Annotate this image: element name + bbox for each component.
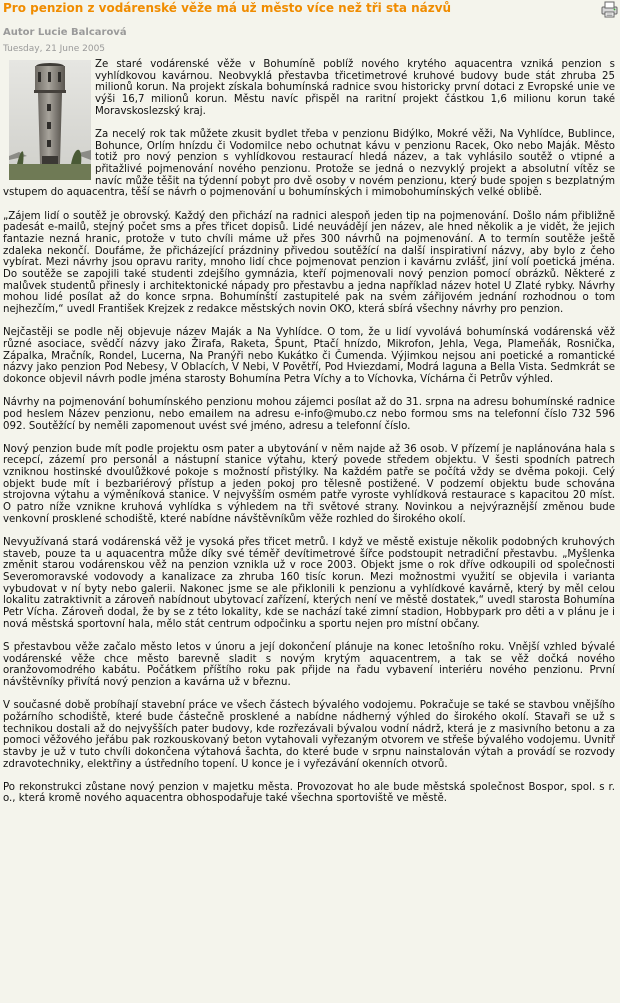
article-title: Pro penzion z vodárenské věže má už město více než tři sta názvů [3, 1, 452, 15]
article-paragraph: Ze staré vodárenské věže v Bohumíně poblíž nového krytého aquacentra vzniká penzion s vyhlídkovou kavárnou. Neobvyklá přestavba třicetimetrové kruhové budovy bude stát zhruba 25 milionů korun. Na projekt získala bohumínská radnice svou historicky první dotaci z Evropské unie ve výši 16,7 milionů korun. Městu navíc přispěl na raritní projekt částkou 1,6 milionu korun také Moravskoslezský kraj. [95, 59, 615, 117]
article-paragraph: V současné době probíhají stavební práce ve všech částech bývalého vodojemu. Pokračuje se také se stavbou vnějšího požárního schodiště, které bude částečně prosklené a nabídne nádherný výhled do širokého okolí. Stavaři se už s technikou dostali až do nejvyšších pater budovy, kde rozřezávali bývalou vodní nádrž, která je z masivního betonu a za pomoci věžového jeřábu pak rozkouskovaný beton vytahovali vyřezaným otvorem ve střeše bývalého vodojemu. Uvnitř stavby je už v tuto chvíli dokončena výtahová šachta, do které bude v srpnu nainstalován výtah a provádí se rozvody zdravotechniky, elektřiny a ústředního topení. U konce je i vyřezávání okenních otvorů. [3, 700, 615, 770]
article-paragraph: Nejčastěji se podle něj objevuje název Maják a Na Vyhlídce. O tom, že u lidí vyvolává bohumínská vodárenská věž různé asociace, svědčí názvy jako Žirafa, Raketa, Špunt, Ptačí hnízdo, Mikrofon, Jehla, Vega, Plameňák, Rosnička, Zápalka, Mračník, Rondel, Lucerna, Na Pranýři nebo Kukátko či Čumenda. Výjimkou nejsou ani poetické a romantické názvy jako penzion Pod Nebesy, V Oblacích, V Nebi, V Povětří, Pod Hviezdami, Modrá laguna a Bella Vista. Sedmkrát se dokonce objevil návrh podle jména starosty Bohumína Petra Víchy a to Víchovka, Víchárna či Petrův výhled. [3, 327, 615, 386]
print-icon[interactable] [601, 1, 618, 18]
article-paragraph: Nový penzion bude mít podle projektu osm pater a ubytování v něm najde až 36 osob. V přízemí je naplánována hala s recepcí, zázemí pro personál a nástupní stanice výtahu, který povede středem objektu. V šesti spodních patrech vzniknou hostinské dvoulůžkové pokoje s možností přistýlky. Na každém patře se počítá vždy se dvěma pokoji. Celý objekt bude mít i bezbariérový přístup a jeden pokoj pro tělesně postižené. V podzemí objektu bude schována strojovna výtahu a výměníková stanice. V nejvyšším osmém patře vyroste vyhlídková restaurace s kapacitou 20 míst. O patro níže vznikne kruhová vyhlídka s výhledem na tři světové strany. Novinkou a nejvýraznější změnou bude venkovní prosklené schodiště, které nabídne návštěvníkům věže rozhled do širokého okolí. [3, 443, 615, 525]
article-paragraph: Nevyužívaná stará vodárenská věž je vysoká přes třicet metrů. I když ve městě existuje několik podobných kruhových staveb, pouze ta u aquacentra může díky své téměř devítimetrové šířce podstoupit netradiční přestavbu. „Myšlenka změnit starou vodárenskou věž na penzion vznikla už v roce 2003. Objekt jsme o rok dříve odkoupili od společnosti Severomoravské vodovody a kanalizace za zhruba 160 tisíc korun. Mezi možnostmi využití se objevila i varianta vybudovat v ní byty nebo galerii. Nakonec jsme se ale přiklonili k penzionu a vyhlídkové kavárně, který by měl celou lokalitu zatraktivnit a zároveň nabídnout ubytovací zařízení, kterých není ve městě dostatek,“ uvedl starosta Bohumína Petr Vícha. Zároveň dodal, že by se z této lokality, kde se nachází také zimní stadion, Hobbypark pro děti a v plánu je i nová městská sportovní hala, mělo stát centrum odpočinku a sportu nejen pro místní občany. [3, 536, 615, 630]
article-paragraph: Po rekonstrukci zůstane nový penzion v majetku města. Provozovat ho ale bude městská společnost Bospor, spol. s r. o., která kromě nového aquacentra obhospodařuje také všechna sportoviště ve městě. [3, 781, 615, 805]
article-author: Autor Lucie Balcarová [3, 27, 127, 38]
article-paragraph: Za necelý rok tak můžete zkusit bydlet třeba v penzionu Bidýlko, Mokré věži, Na Vyhlídce, Bublince, Bohunce, Orlím hnízdu či Vodomilce nebo ochutnat kávu v penzionu Racek, Oko nebo Maják. Město totiž pro nový penzion s vyhlídkovou restaurací hledá název, a tak vyhlásilo soutěž o vtipné a přitažlivé pojmenování nového penzionu. Protože se jedná o nezvyklý projekt a absolutní vítěz se navíc může těšit na týdenní pobyt pro dvě osoby v novém penzionu, který bude spojen s bezplatným vstupem do aquacentra, těší se návrh o pojmenování u bohumínských i mimobohumínských velké oblibě. [3, 128, 615, 199]
article-body [3, 59, 615, 817]
article-paragraph: Návrhy na pojmenování bohumínského penzionu mohou zájemci posílat až do 31. srpna na adresu bohumínské radnice pod heslem Název penzionu, nebo emailem na adresu e-info@mubo.cz nebo formou sms na telefonní číslo 732 596 092. Soutěžící by neměli zapomenout uvést své jméno, adresu a telefonní číslo. [3, 397, 615, 432]
photo-spacer [3, 59, 95, 181]
article-paragraph: „Zájem lidí o soutěž je obrovský. Každý den přichází na radnici alespoň jeden tip na pojmenování. Došlo nám přibližně padesát e-mailů, stejný počet sms a přes třicet dopisů. Lidé neuvádějí jen název, ale hned několik a je vidět, že jejich fantazie nezná hranic, protože v tuto chvíli máme už přes 300 návrhů na pojmenování. A to termín soutěže ještě zdaleka nekončí. Doufáme, že přicházející prázdniny přivedou soutěžící na další inspirativní názvy, aby bylo z čeho vybírat. Mezi návrhy jsou opravu rarity, mnoho lidí chce pojmenovat penzion i kavárnu zvlášť, jiní volí poetická jména. Do soutěže se zapojili také studenti zdejšího gymnázia, kteří pojmenovali nový penzion pomocí obrázků. Některé z malůvek studentů přinesly i architektonické nápady pro přestavbu a jedna například název hotel U Zlaté rybky. Návrhy mohou lidé posílat až do konce srpna. Bohumínští zastupitelé pak na svém zářijovém jednání rozhodnou o tom nejhezčím,“ uvedl František Krejzek z redakce městských novin OKO, která sbírá všechny návrhy pro penzion. [3, 210, 615, 316]
article-date: Tuesday, 21 June 2005 [3, 44, 106, 54]
article-paragraph: S přestavbou věže začalo město letos v únoru a její dokončení plánuje na konec letošního roku. Vnější vzhled bývalé vodárenské věže chce město barevně sladit s novým krytým aquacentrem, a tak se věž dočká nového oranžovomodrého kabátu. Počátkem příštího roku pak přijde na řadu vybavení interiéru nového penzionu. První návštěvníky přivítá nový penzion a kavárna už v březnu. [3, 641, 615, 689]
